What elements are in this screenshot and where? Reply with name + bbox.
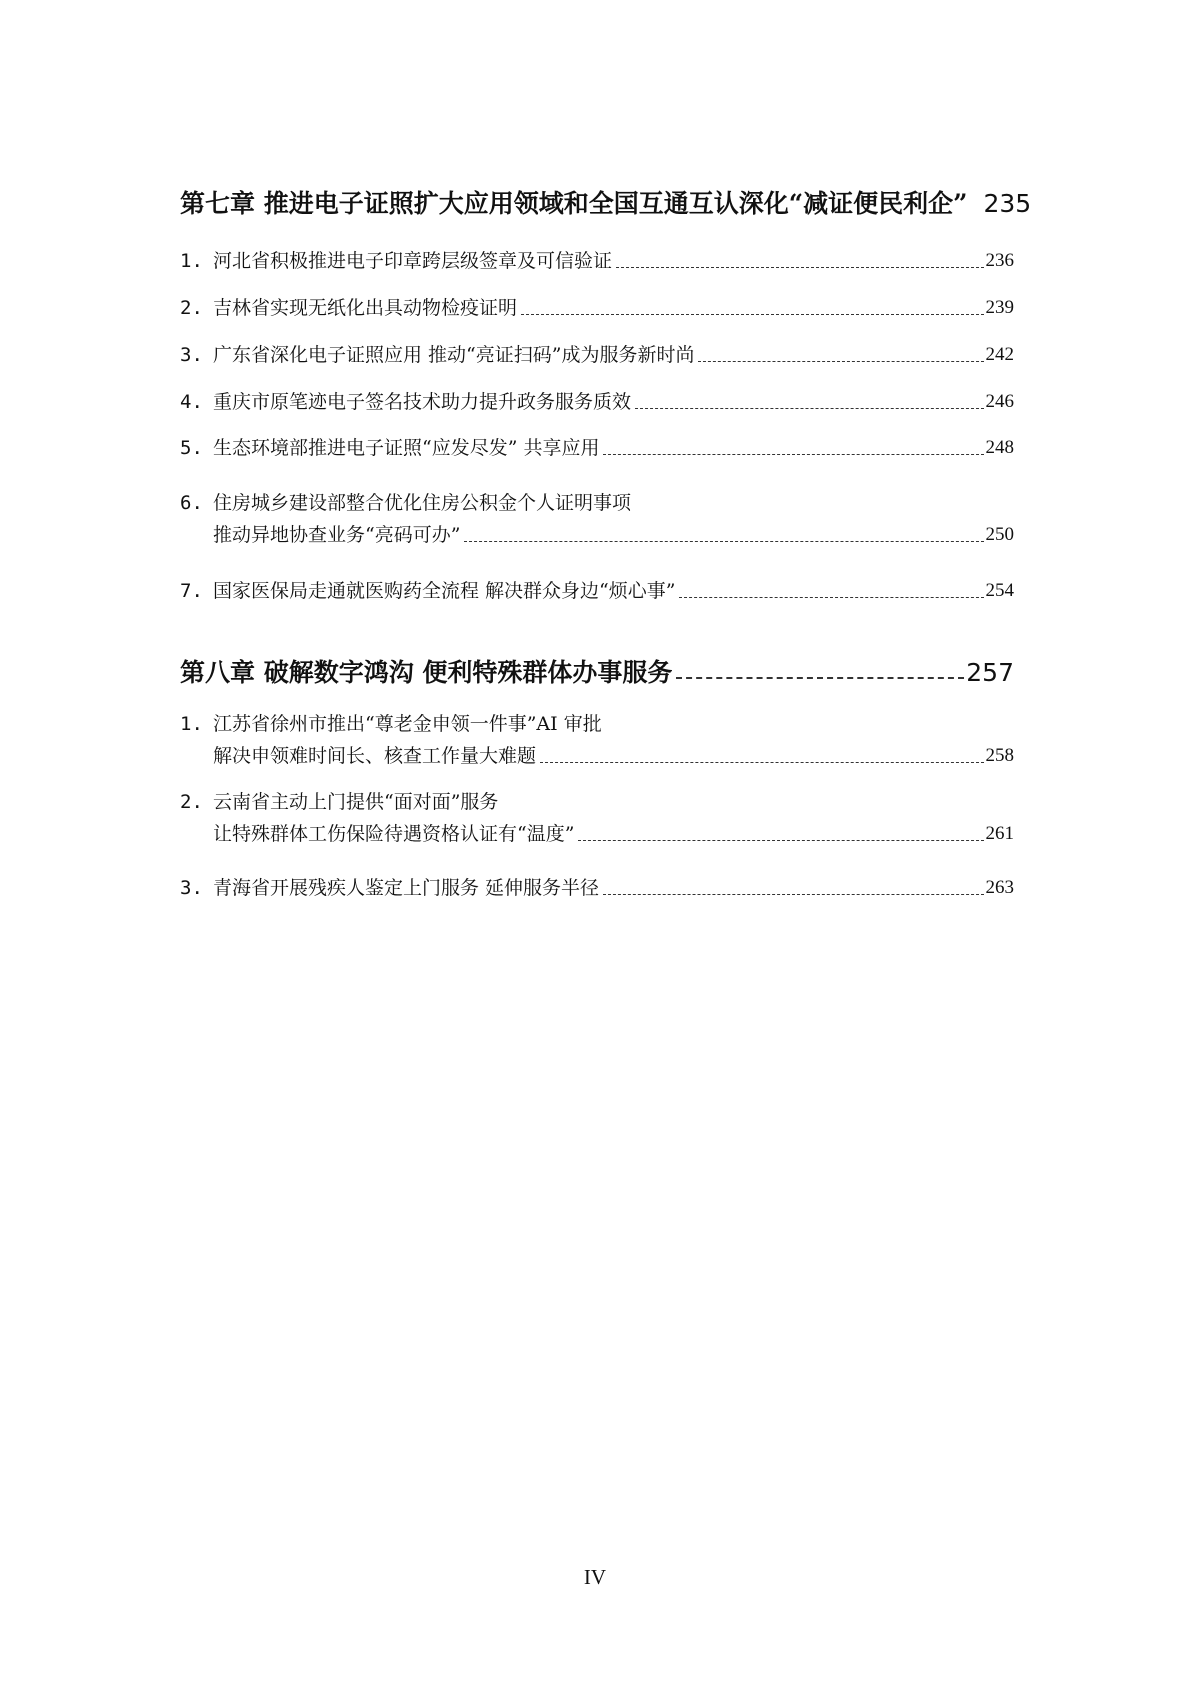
- toc-chapter-heading[interactable]: [180, 655, 1014, 691]
- entry-title: 江苏省徐州市推出“尊老金申领一件事”AI 审批: [213, 713, 602, 735]
- toc-entry[interactable]: [180, 487, 1014, 551]
- chapter-page-number: 235: [983, 189, 1032, 218]
- entry-number: 4.: [180, 391, 203, 413]
- entry-title-continued: 让特殊群体工伤保险待遇资格认证有“温度”: [213, 823, 575, 845]
- toc-entry[interactable]: [180, 786, 1014, 850]
- toc-entry[interactable]: [180, 708, 1014, 772]
- chapter-page-number: 257: [966, 658, 1014, 687]
- entry-page-number: 239: [985, 297, 1014, 318]
- toc-entry[interactable]: [180, 432, 1014, 464]
- dot-leader: [635, 408, 983, 409]
- entry-title-continued: 解决申领难时间长、核查工作量大难题: [213, 745, 537, 767]
- toc-entry[interactable]: [180, 872, 1014, 904]
- dot-leader: [603, 894, 983, 895]
- toc-chapter-heading[interactable]: [180, 186, 1032, 222]
- chapter-title: 第八章 破解数字鸿沟 便利特殊群体办事服务: [180, 658, 673, 687]
- entry-number: 5.: [180, 437, 203, 459]
- dot-leader: [521, 314, 983, 315]
- entry-number: 2.: [180, 791, 203, 813]
- entry-title: 住房城乡建设部整合优化住房公积金个人证明事项: [213, 492, 632, 514]
- dot-leader: [616, 267, 983, 268]
- entry-page-number: 248: [985, 437, 1014, 458]
- dot-leader: [578, 840, 983, 841]
- entry-page-number: 258: [985, 745, 1014, 766]
- entry-number: 2.: [180, 297, 203, 319]
- entry-page-number: 236: [985, 250, 1014, 271]
- toc-entry[interactable]: [180, 339, 1014, 371]
- entry-title: 广东省深化电子证照应用 推动“亮证扫码”成为服务新时尚: [213, 344, 695, 366]
- chapter-title: 第七章 推进电子证照扩大应用领域和全国互通互认深化“减证便民利企”: [180, 189, 968, 218]
- entry-number: 3.: [180, 877, 203, 899]
- entry-title-continued: 推动异地协查业务“亮码可办”: [213, 524, 461, 546]
- toc-entry[interactable]: [180, 245, 1014, 277]
- entry-page-number: 242: [985, 344, 1014, 365]
- dot-leader: [679, 597, 983, 598]
- entry-number: 7.: [180, 580, 203, 602]
- dot-leader: [464, 541, 983, 542]
- entry-number: 3.: [180, 344, 203, 366]
- entry-page-number: 261: [985, 823, 1014, 844]
- entry-title: 河北省积极推进电子印章跨层级签章及可信验证: [213, 250, 613, 272]
- entry-number: 1.: [180, 250, 203, 272]
- entry-number: 6.: [180, 492, 203, 514]
- entry-page-number: 246: [985, 391, 1014, 412]
- dot-leader: [603, 454, 983, 455]
- entry-title: 云南省主动上门提供“面对面”服务: [213, 791, 499, 813]
- page-footer-number: IV: [583, 1565, 607, 1589]
- entry-page-number: 263: [985, 877, 1014, 898]
- dot-leader: [698, 361, 983, 362]
- toc-entry[interactable]: [180, 292, 1014, 324]
- entry-page-number: 250: [985, 524, 1014, 545]
- entry-number: 1.: [180, 713, 203, 735]
- entry-title: 吉林省实现无纸化出具动物检疫证明: [213, 297, 518, 319]
- toc-entry[interactable]: [180, 575, 1014, 607]
- dot-leader: [540, 762, 983, 763]
- entry-title: 国家医保局走通就医购药全流程 解决群众身边“烦心事”: [213, 580, 676, 602]
- entry-page-number: 254: [985, 580, 1014, 601]
- entry-title: 重庆市原笔迹电子签名技术助力提升政务服务质效: [213, 391, 632, 413]
- dot-leader: [676, 677, 964, 679]
- entry-title: 生态环境部推进电子证照“应发尽发” 共享应用: [213, 437, 600, 459]
- entry-title: 青海省开展残疾人鉴定上门服务 延伸服务半径: [213, 877, 600, 899]
- toc-entry[interactable]: [180, 386, 1014, 418]
